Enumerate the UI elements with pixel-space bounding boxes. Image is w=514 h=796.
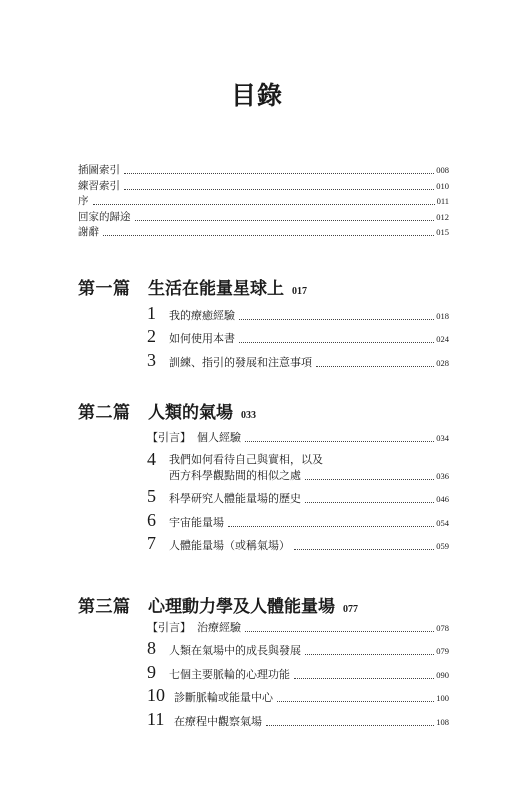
chapter-title: 在療程中觀察氣場 xyxy=(174,714,262,728)
part-label: 第三篇 xyxy=(78,597,131,617)
chapter-list xyxy=(147,422,449,554)
chapter-title: 我的療癒經驗 xyxy=(169,308,235,322)
chapter-number: 3 xyxy=(147,349,156,370)
page-number: 015 xyxy=(436,226,449,237)
dot-leader xyxy=(93,203,435,205)
dot-leader xyxy=(294,677,434,679)
page-number: 036 xyxy=(436,470,449,481)
page-number: 100 xyxy=(436,693,449,703)
chapter-title: 人體能量場（或稱氣場） xyxy=(169,539,290,552)
intro-title: 治療經驗 xyxy=(197,620,241,634)
page-number: 010 xyxy=(436,180,449,191)
dot-leader xyxy=(305,501,434,503)
part-page: 017 xyxy=(292,286,307,297)
page-number: 079 xyxy=(436,646,449,656)
dot-leader xyxy=(316,365,434,367)
toc-entry[interactable] xyxy=(78,194,449,209)
part-heading[interactable] xyxy=(78,274,307,299)
part-label: 第一篇 xyxy=(78,279,131,299)
chapter-entry[interactable] xyxy=(147,531,449,555)
chapter-entry[interactable] xyxy=(147,706,449,730)
entry-label: 練習索引 xyxy=(78,179,120,192)
page-number: 011 xyxy=(436,196,449,207)
chapter-entry[interactable] xyxy=(147,347,449,371)
chapter-title: 診斷脈輪或能量中心 xyxy=(174,691,273,704)
chapter-number: 4 xyxy=(147,448,156,469)
dot-leader xyxy=(124,172,434,174)
part-title: 人類的氣場 xyxy=(148,403,233,423)
intro-entry[interactable] xyxy=(147,422,449,446)
chapter-title: 七個主要脈輪的心理功能 xyxy=(169,667,290,681)
dot-leader xyxy=(277,700,434,702)
page-number: 078 xyxy=(436,622,449,633)
dot-leader xyxy=(294,548,434,550)
page-number: 028 xyxy=(436,357,449,368)
intro-entry[interactable] xyxy=(147,612,449,636)
chapter-number: 6 xyxy=(147,509,156,530)
dot-leader xyxy=(245,630,434,632)
page-number: 018 xyxy=(436,310,449,321)
chapter-entry[interactable] xyxy=(147,683,449,707)
toc-entry[interactable] xyxy=(78,178,449,193)
chapter-number: 1 xyxy=(147,302,156,323)
dot-leader xyxy=(228,525,434,527)
part-title: 生活在能量星球上 xyxy=(148,279,284,299)
dot-leader xyxy=(124,188,434,190)
chapter-entry[interactable] xyxy=(147,484,449,508)
intro-tag: 【引言】 xyxy=(147,430,191,444)
page-number: 012 xyxy=(436,211,449,222)
toc-entry[interactable] xyxy=(78,163,449,178)
page-number: 034 xyxy=(436,432,449,443)
chapter-entry[interactable] xyxy=(147,300,449,324)
entry-label: 謝辭 xyxy=(78,225,99,238)
entry-label: 回家的歸途 xyxy=(78,210,131,223)
chapter-entry[interactable] xyxy=(147,324,449,348)
chapter-list xyxy=(147,612,449,730)
toc-entry[interactable] xyxy=(78,209,449,224)
part-page: 033 xyxy=(241,410,256,421)
part-page: 077 xyxy=(343,604,358,615)
chapter-number: 10 xyxy=(147,685,165,705)
dot-leader xyxy=(305,653,434,655)
chapter-entry[interactable] xyxy=(147,507,449,531)
chapter-title-continued: 西方科學觀點間的相似之處 xyxy=(169,468,301,482)
chapter-title: 人類在氣場中的成長與發展 xyxy=(169,644,301,657)
intro-tag: 【引言】 xyxy=(147,620,191,634)
page-title: 目錄 xyxy=(230,81,283,110)
chapter-number: 11 xyxy=(147,708,165,729)
dot-leader xyxy=(135,219,435,221)
chapter-number: 5 xyxy=(147,486,156,506)
dot-leader xyxy=(239,318,434,320)
dot-leader xyxy=(245,440,434,442)
chapter-entry[interactable] xyxy=(147,659,449,683)
page-number: 059 xyxy=(436,541,449,551)
front-matter-list xyxy=(78,163,449,240)
chapter-number: 9 xyxy=(147,661,156,682)
chapter-title: 我們如何看待自己與實相，以及 xyxy=(169,452,323,466)
dot-leader xyxy=(266,724,434,726)
part-heading[interactable] xyxy=(78,398,256,423)
chapter-title: 科學研究人體能量場的歷史 xyxy=(169,492,301,505)
chapter-list xyxy=(147,300,449,371)
chapter-title: 如何使用本書 xyxy=(169,332,235,345)
part-label: 第二篇 xyxy=(78,403,131,423)
page-number: 046 xyxy=(436,494,449,504)
page-number: 054 xyxy=(436,517,449,528)
chapter-number: 7 xyxy=(147,533,156,553)
toc-entry[interactable] xyxy=(78,225,449,240)
chapter-entry[interactable] xyxy=(147,636,449,660)
chapter-entry[interactable] xyxy=(147,446,449,484)
entry-label: 序 xyxy=(78,195,89,208)
page-number: 108 xyxy=(436,716,449,727)
intro-title: 個人經驗 xyxy=(197,430,241,444)
chapter-number: 8 xyxy=(147,638,156,658)
chapter-title: 宇宙能量場 xyxy=(169,515,224,529)
part-title: 心理動力學及人體能量場 xyxy=(148,597,335,617)
page-number: 008 xyxy=(436,165,449,176)
page-number: 024 xyxy=(436,334,449,344)
page-number: 090 xyxy=(436,669,449,680)
entry-label: 插圖索引 xyxy=(78,164,120,177)
chapter-title: 訓練、指引的發展和注意事項 xyxy=(169,355,312,369)
dot-leader xyxy=(103,234,434,236)
chapter-number: 2 xyxy=(147,326,156,346)
dot-leader xyxy=(305,478,434,480)
dot-leader xyxy=(239,341,434,343)
